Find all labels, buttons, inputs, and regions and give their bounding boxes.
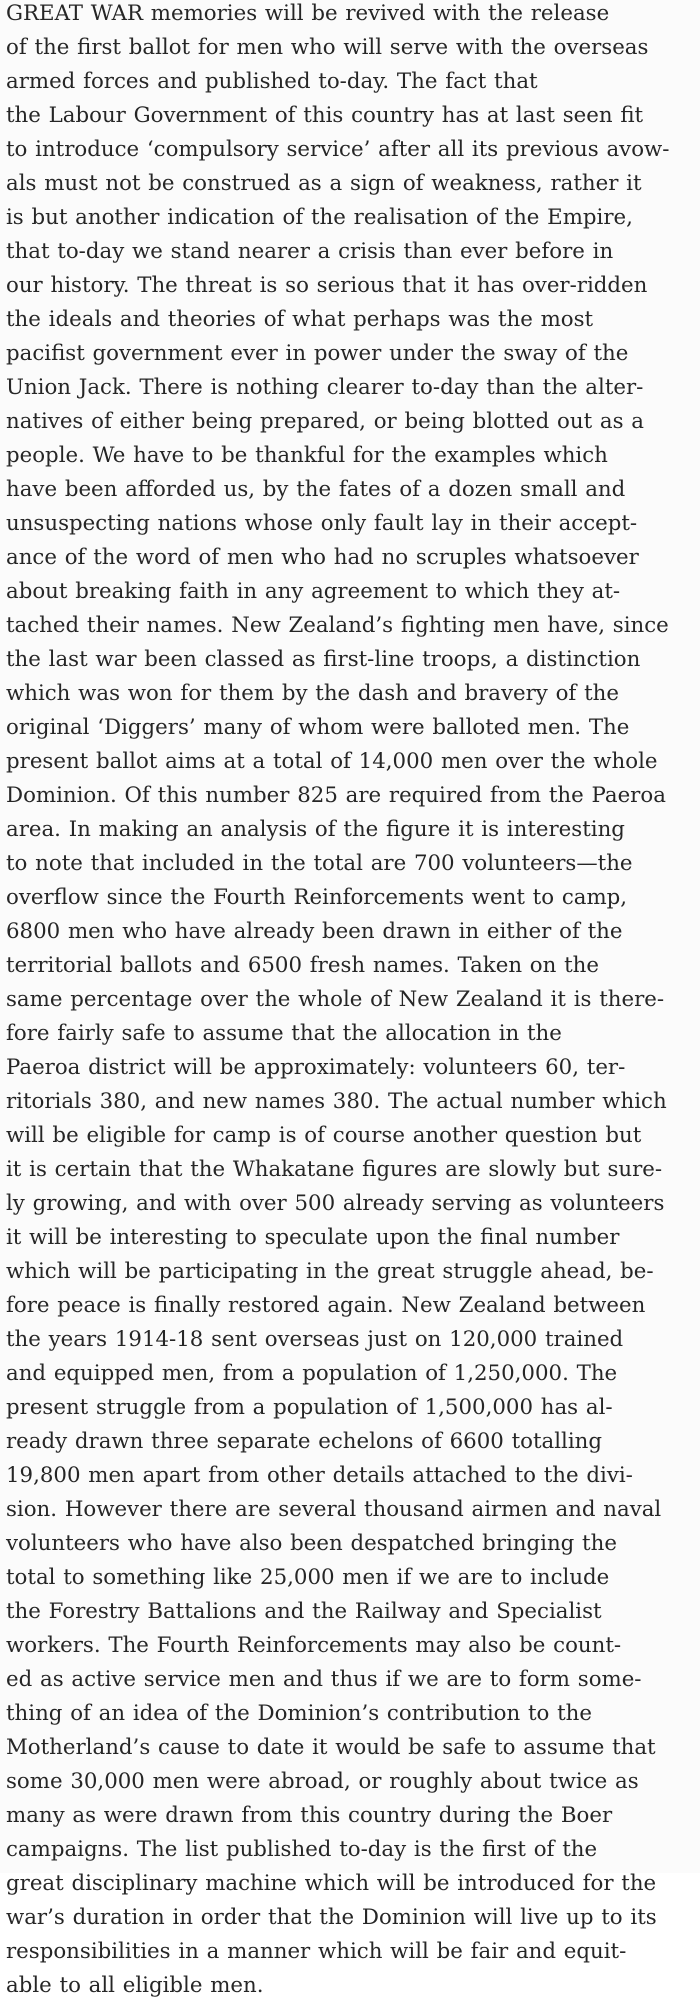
article-line: which was won for them by the dash and bravery of the [6, 681, 619, 706]
article-line: workers. The Fourth Reinforcements may also be count- [6, 1633, 622, 1658]
article-line: and equipped men, from a population of 1,250,000. The [6, 1361, 618, 1386]
article-line: original ‘Diggers’ many of whom were balloted men. The [6, 715, 630, 740]
article-line: present ballot aims at a total of 14,000 men over the whole [6, 749, 658, 774]
article-line: to introduce ‘compulsory service’ after all its previous avow- [6, 137, 670, 162]
article-line: some 30,000 men were abroad, or roughly about twice as [6, 1769, 639, 1794]
article-line: the Forestry Battalions and the Railway and Specialist [6, 1599, 602, 1624]
article-line: is but another indication of the realisation of the Empire, [6, 205, 633, 230]
article-line: territorial ballots and 6500 fresh names. Taken on the [6, 953, 599, 978]
article-line: Dominion. Of this number 825 are required from the Paeroa [6, 783, 666, 808]
article-line: the last war been classed as first-line troops, a distinction [6, 647, 641, 672]
article-line: thing of an idea of the Dominion’s contribution to the [6, 1701, 593, 1726]
article-line: fore fairly safe to assume that the allocation in the [6, 1021, 562, 1046]
article-line: tached their names. New Zealand’s fighting men have, since [6, 613, 669, 638]
article-line: armed forces and published to-day. The fact that [6, 69, 538, 94]
article-line: it will be interesting to speculate upon the final number [6, 1225, 620, 1250]
article-line: ance of the word of men who had no scruples whatsoever [6, 545, 639, 570]
article-line: same percentage over the whole of New Zealand it is there- [6, 987, 665, 1012]
article-line: of the first ballot for men who will serve with the overseas [6, 35, 649, 60]
article-line: it is certain that the Whakatane figures are slowly but sure- [6, 1157, 663, 1182]
article-line: total to something like 25,000 men if we are to include [6, 1565, 610, 1590]
news-article [6, 0, 698, 2003]
article-line: people. We have to be thankful for the examples which [6, 443, 608, 468]
article-line: campaigns. The list published to-day is the first of the [6, 1837, 598, 1862]
article-line: great disciplinary machine which will be introduced for the [6, 1871, 657, 1896]
article-line: area. In making an analysis of the figure it is interesting [6, 817, 625, 842]
article-line: pacifist government ever in power under the sway of the [6, 341, 629, 366]
article-line: the years 1914-18 sent overseas just on 120,000 trained [6, 1327, 624, 1352]
article-line: volunteers who have also been despatched bringing the [6, 1531, 617, 1556]
article-line: the ideals and theories of what perhaps was the most [6, 307, 594, 332]
article-line: present struggle from a population of 1,500,000 has al- [6, 1395, 613, 1420]
article-line: the Labour Government of this country has at last seen fit [6, 103, 644, 128]
article-line: ritorials 380, and new names 380. The actual number which [6, 1089, 667, 1114]
article-line: natives of either being prepared, or being blotted out as a [6, 409, 644, 434]
article-line: ready drawn three separate echelons of 6600 totalling [6, 1429, 603, 1454]
article-line: 19,800 men apart from other details attached to the divi- [6, 1463, 633, 1488]
article-line: have been afforded us, by the fates of a dozen small and [6, 477, 626, 502]
article-line: many as were drawn from this country during the Boer [6, 1803, 613, 1828]
article-line: Paeroa district will be approximately: volunteers 60, ter- [6, 1055, 626, 1080]
article-line: responsibilities in a manner which will be fair and equit- [6, 1939, 627, 1964]
article-line: which will be participating in the great struggle ahead, be- [6, 1259, 654, 1284]
article-line: Union Jack. There is nothing clearer to-day than the alter- [6, 375, 644, 400]
article-line: war’s duration in order that the Dominion will live up to its [6, 1905, 657, 1930]
article-line: unsuspecting nations whose only fault lay in their accept- [6, 511, 638, 536]
article-line: sion. However there are several thousand airmen and naval [6, 1497, 662, 1522]
article-line: able to all eligible men. [6, 1973, 264, 1998]
article-line: overflow since the Fourth Reinforcements went to camp, [6, 885, 628, 910]
article-line: ly growing, and with over 500 already serving as volunteers [6, 1191, 665, 1216]
article-line: that to-day we stand nearer a crisis than ever before in [6, 239, 614, 264]
article-line: to note that included in the total are 700 volunteers—the [6, 851, 633, 876]
article-line: GREAT WAR memories will be revived with the release [6, 1, 610, 26]
article-line: fore peace is finally restored again. New Zealand between [6, 1293, 646, 1318]
article-line: our history. The threat is so serious that it has over-ridden [6, 273, 648, 298]
article-line: 6800 men who have already been drawn in either of the [6, 919, 623, 944]
article-line: Motherland’s cause to date it would be safe to assume that [6, 1735, 656, 1760]
article-line: about breaking faith in any agreement to which they at- [6, 579, 621, 604]
article-line: als must not be construed as a sign of weakness, rather it [6, 171, 642, 196]
article-line: ed as active service men and thus if we are to form some- [6, 1667, 642, 1692]
article-line: will be eligible for camp is of course another question but [6, 1123, 642, 1148]
